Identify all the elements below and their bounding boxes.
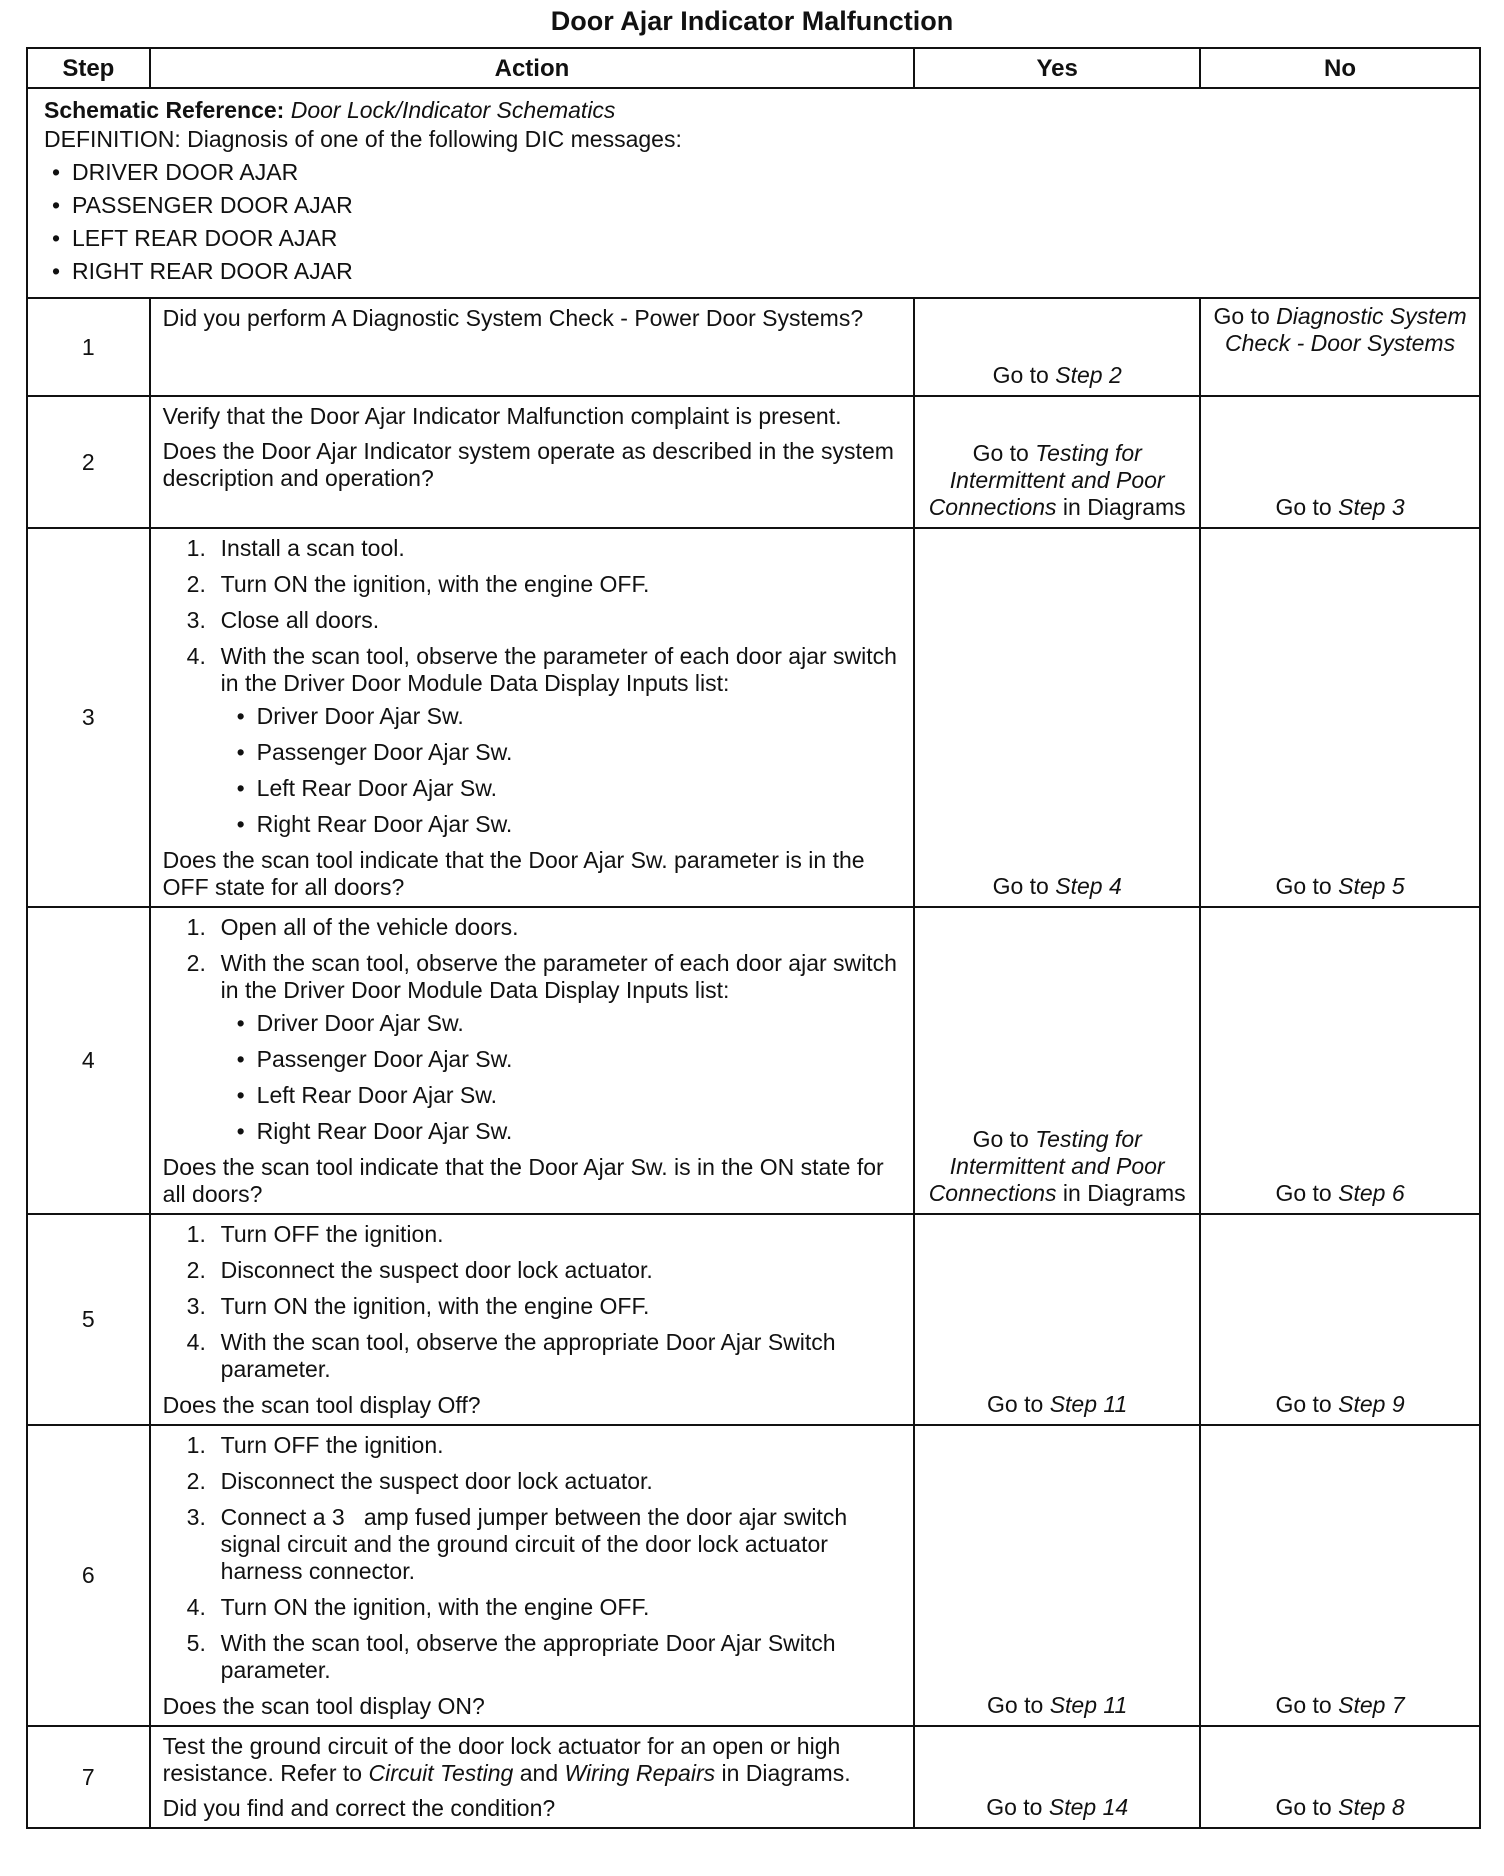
yes-link[interactable]: Step 4: [1055, 873, 1122, 899]
dic-message: • DRIVER DOOR AJAR: [72, 159, 1467, 186]
procedure-item: 1. Open all of the vehicle doors.: [186, 914, 519, 940]
schematic-link[interactable]: Door Lock/Indicator Schematics: [290, 97, 616, 123]
dic-message: • PASSENGER DOOR AJAR: [72, 192, 1467, 219]
yes-suffix: in Diagrams: [1056, 1180, 1186, 1206]
step-row-3: [27, 528, 1480, 907]
yes-cell: [914, 1425, 1200, 1726]
parameter-item: • Driver Door Ajar Sw.: [257, 1010, 904, 1037]
step-question: Does the scan tool display ON?: [162, 1693, 485, 1719]
no-link[interactable]: Step 6: [1338, 1180, 1405, 1206]
header-step: Step: [27, 48, 150, 88]
procedure-list: [163, 1432, 904, 1684]
step-number: 6: [27, 1425, 150, 1726]
parameter-item: • Driver Door Ajar Sw.: [257, 703, 904, 730]
header-action: Action: [150, 48, 915, 88]
yes-link[interactable]: Step 11: [1049, 1692, 1128, 1718]
intro-cell: [27, 88, 1480, 298]
yes-prefix: Go to: [986, 1794, 1049, 1820]
circuit-testing-link[interactable]: Circuit Testing: [368, 1760, 514, 1786]
step-number: 4: [27, 907, 150, 1214]
no-prefix: Go to: [1275, 1794, 1339, 1820]
diagnostic-table: [26, 47, 1481, 1829]
step-instruction: Test the ground circuit of the door lock actuator for an open or high resistance. Refer to Circuit Testing and Wiring Repairs in Diagrams.: [162, 1733, 851, 1786]
parameter-item: • Passenger Door Ajar Sw.: [257, 1046, 904, 1073]
step-instruction: Verify that the Door Ajar Indicator Malfunction complaint is present.: [162, 403, 842, 429]
step-question: Did you perform A Diagnostic System Check - Power Door Systems?: [162, 305, 864, 331]
step-question: Did you find and correct the condition?: [162, 1795, 556, 1821]
procedure-list: [163, 1221, 904, 1383]
step-row-6: [27, 1425, 1480, 1726]
parameter-item: • Left Rear Door Ajar Sw.: [257, 1082, 904, 1109]
wiring-repairs-link[interactable]: Wiring Repairs: [564, 1760, 716, 1786]
step-action: [150, 1214, 915, 1425]
yes-cell: [914, 1214, 1200, 1425]
definition-text: DEFINITION: Diagnosis of one of the following DIC messages:: [44, 126, 682, 152]
yes-prefix: Go to: [972, 440, 1036, 466]
no-link[interactable]: Step 7: [1338, 1692, 1405, 1718]
parameter-item: • Right Rear Door Ajar Sw.: [257, 811, 904, 838]
yes-suffix: in Diagrams: [1056, 494, 1186, 520]
parameter-list: [221, 1010, 904, 1145]
no-prefix: Go to: [1275, 873, 1339, 899]
procedure-item: 3. Turn ON the ignition, with the engine OFF.: [186, 1293, 650, 1319]
yes-prefix: Go to: [987, 1391, 1050, 1417]
no-cell: [1200, 1425, 1480, 1726]
step-number: 3: [27, 528, 150, 907]
no-cell: [1200, 1214, 1480, 1425]
yes-prefix: Go to: [992, 873, 1056, 899]
no-link[interactable]: Step 8: [1338, 1794, 1405, 1820]
page-title: Door Ajar Indicator Malfunction: [550, 6, 954, 36]
no-prefix: Go to: [1275, 1180, 1339, 1206]
parameter-item: • Left Rear Door Ajar Sw.: [257, 775, 904, 802]
dic-message-list: [44, 159, 1467, 285]
procedure-item: 2. Disconnect the suspect door lock actuator.: [186, 1257, 653, 1283]
procedure-item: 1. Turn OFF the ignition.: [186, 1432, 444, 1458]
step-action: [150, 396, 915, 528]
no-cell: [1200, 907, 1480, 1214]
procedure-item: 1. Install a scan tool.: [186, 535, 405, 561]
step-action: [150, 528, 915, 907]
step-action: [150, 907, 915, 1214]
yes-link[interactable]: Step 11: [1049, 1391, 1128, 1417]
dic-message: • RIGHT REAR DOOR AJAR: [72, 258, 1467, 285]
no-link[interactable]: Step 9: [1338, 1391, 1405, 1417]
step-row-4: [27, 907, 1480, 1214]
step-question: Does the scan tool indicate that the Door Ajar Sw. is in the ON state for all doors?: [162, 1154, 884, 1207]
intro-row: [27, 88, 1480, 298]
procedure-item: 4. Turn ON the ignition, with the engine OFF.: [186, 1594, 650, 1620]
step-row-1: [27, 298, 1480, 396]
step-row-2: [27, 396, 1480, 528]
no-prefix: Go to: [1275, 1391, 1339, 1417]
procedure-item: 4. With the scan tool, observe the parameter of each door ajar switch in the Driver Door Module Data Display Inputs list: • Driver Door Ajar Sw. • Passenger Door Ajar Sw. • Left Rear Door Ajar Sw. • Right Rear Door Ajar Sw.: [163, 643, 904, 838]
yes-prefix: Go to: [992, 362, 1056, 388]
no-prefix: Go to: [1275, 1692, 1339, 1718]
yes-link[interactable]: Testing for Intermittent and Poor Connections: [928, 1126, 1165, 1206]
step-row-5: [27, 1214, 1480, 1425]
header-no: No: [1200, 48, 1480, 88]
no-prefix: Go to: [1213, 303, 1277, 329]
no-cell: [1200, 528, 1480, 907]
procedure-item: 4. With the scan tool, observe the appropriate Door Ajar Switch parameter.: [186, 1329, 836, 1382]
step-number: 5: [27, 1214, 150, 1425]
no-link[interactable]: Step 5: [1338, 873, 1405, 899]
procedure-list: [163, 535, 904, 838]
procedure-item: 1. Turn OFF the ignition.: [186, 1221, 444, 1247]
yes-cell: [914, 396, 1200, 528]
procedure-item: 3. Close all doors.: [186, 607, 380, 633]
procedure-item: 2. Disconnect the suspect door lock actuator.: [186, 1468, 653, 1494]
step-action: [150, 1425, 915, 1726]
no-link[interactable]: Step 3: [1338, 494, 1405, 520]
header-row: [27, 48, 1480, 88]
yes-cell: [914, 528, 1200, 907]
schematic-label: Schematic Reference:: [44, 97, 285, 123]
yes-prefix: Go to: [972, 1126, 1036, 1152]
yes-cell: [914, 298, 1200, 396]
yes-cell: [914, 907, 1200, 1214]
step-number: 1: [27, 298, 150, 396]
no-cell: [1200, 1726, 1480, 1828]
yes-link[interactable]: Testing for Intermittent and Poor Connections: [928, 440, 1165, 520]
parameter-item: • Right Rear Door Ajar Sw.: [257, 1118, 904, 1145]
parameter-item: • Passenger Door Ajar Sw.: [257, 739, 904, 766]
procedure-item: 5. With the scan tool, observe the appropriate Door Ajar Switch parameter.: [186, 1630, 836, 1683]
schematic-reference: [44, 97, 1467, 124]
step-action: [150, 298, 915, 396]
yes-link[interactable]: Step 2: [1055, 362, 1122, 388]
step-number: 7: [27, 1726, 150, 1828]
step-question: Does the scan tool indicate that the Door Ajar Sw. parameter is in the OFF state for all doors?: [162, 847, 865, 900]
step-number: 2: [27, 396, 150, 528]
no-link[interactable]: Diagnostic System Check - Door Systems: [1225, 303, 1467, 356]
no-prefix: Go to: [1275, 494, 1339, 520]
procedure-item: 2. With the scan tool, observe the parameter of each door ajar switch in the Driver Door Module Data Display Inputs list: • Driver Door Ajar Sw. • Passenger Door Ajar Sw. • Left Rear Door Ajar Sw. • Right Rear Door Ajar Sw.: [163, 950, 904, 1145]
procedure-item: 2. Turn ON the ignition, with the engine OFF.: [186, 571, 650, 597]
step-row-7: [27, 1726, 1480, 1828]
header-yes: Yes: [914, 48, 1200, 88]
yes-cell: [914, 1726, 1200, 1828]
no-cell: [1200, 298, 1480, 396]
yes-link[interactable]: Step 14: [1048, 1794, 1129, 1820]
step-question: Does the Door Ajar Indicator system operate as described in the system description and operation?: [162, 438, 894, 491]
dic-message: • LEFT REAR DOOR AJAR: [72, 225, 1467, 252]
step-question: Does the scan tool display Off?: [162, 1392, 481, 1418]
procedure-list: [163, 914, 904, 1145]
parameter-list: [221, 703, 904, 838]
step-action: [150, 1726, 915, 1828]
yes-prefix: Go to: [987, 1692, 1050, 1718]
no-cell: [1200, 396, 1480, 528]
procedure-item: 3. Connect a 3 amp fused jumper between the door ajar switch signal circuit and the ground circuit of the door lock actuator harness connector.: [186, 1504, 854, 1584]
